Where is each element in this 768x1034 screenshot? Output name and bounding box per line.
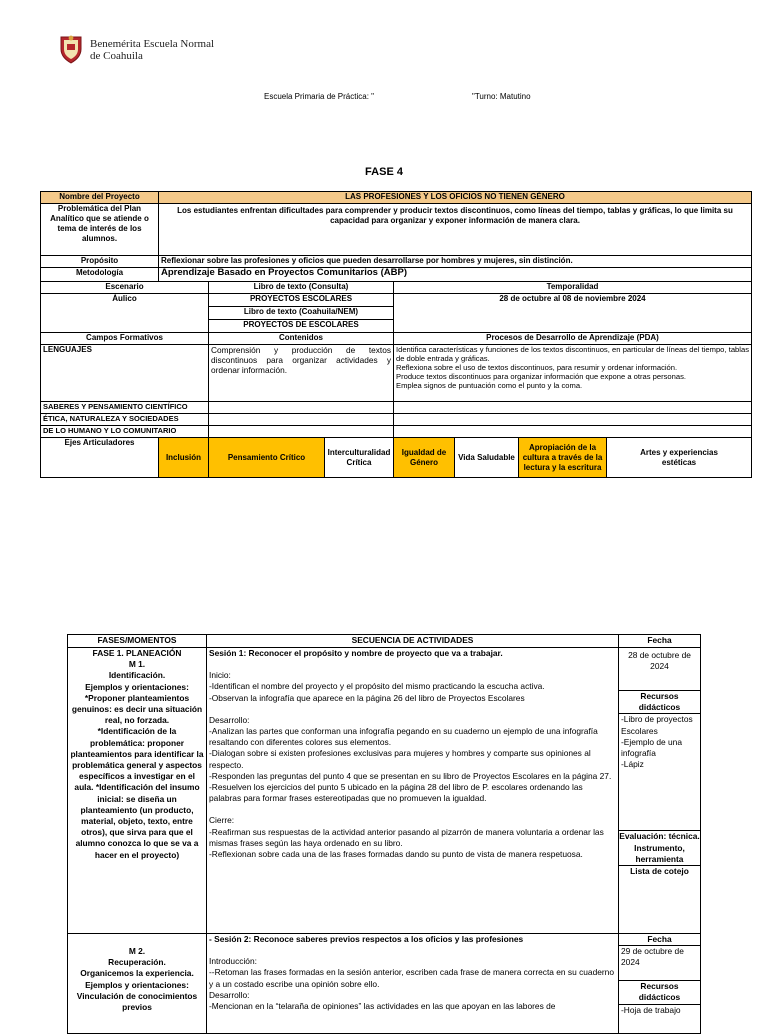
resource-item: -Libro de proyectos Escolares	[621, 714, 693, 736]
phase2-line: Organicemos la experiencia.	[80, 968, 194, 979]
row-lenguajes	[41, 345, 752, 402]
axis-pensamiento-critico: Pensamiento Crítico	[209, 438, 325, 478]
phase1-line: Ejemplos y orientaciones:	[85, 681, 189, 692]
row-etica	[41, 414, 752, 426]
date2: 29 de octubre de 2024	[619, 946, 700, 981]
field-etica: ÉTICA, NATURALEZA Y SOCIEDADES	[41, 414, 209, 426]
resources2-label: Recursos didácticos	[619, 981, 700, 1004]
col-date: Fecha	[619, 635, 701, 648]
textbook-value: PROYECTOS ESCOLARES	[209, 294, 394, 307]
session1-line: -Observan la infografía que aparece en la página 26 del libro de Proyectos Escolares	[209, 692, 525, 703]
row-method	[41, 268, 752, 282]
pda-item: Reflexiona sobre el uso de textos discontinuos, para resumir y ordenar información.	[396, 363, 678, 373]
phase-title: FASE 4	[365, 166, 403, 178]
scenario-value: Áulico	[41, 294, 209, 333]
resources-label: Recursos didácticos	[619, 691, 700, 714]
row-scenario-values	[41, 294, 752, 307]
content-humano	[209, 426, 394, 438]
resources2: -Hoja de trabajo	[621, 1004, 681, 1015]
session1-inicio: Inicio:	[209, 670, 231, 681]
name-label: Nombre del Proyecto	[41, 192, 159, 204]
time-label: Temporalidad	[394, 282, 752, 294]
field-saberes: SABERES Y PENSAMIENTO CIENTÍFICO	[41, 402, 209, 414]
row-fields-header	[41, 333, 752, 345]
axis-apropiacion: Apropiación de la cultura a través de la lectura y la escritura	[519, 438, 607, 478]
phase2-line: Vinculación de conocimientos previos	[76, 990, 198, 1013]
pda-item: Identifica características y funciones de los textos discontinuos, en particular de líneas del tiempo, tablas de doble entrada y gráficas.	[396, 345, 749, 364]
shift-label: "Turno: Matutino	[472, 92, 531, 101]
session1-line: -Analizan las partes que conforman una infografía pegando en su cuaderno un ejemplo de una infografía resaltando con diferentes colores sus elementos.	[209, 726, 598, 748]
phase1-line: *Identificación de la problemática: proponer planteamientos para identificar la problemática general y aspectos específicos a investigar en el aula. *Identificación del insumo inicial: se diseña un planteamiento (un producto, material, objeto, texto, entre otros), que sirva para que el alumno conozca lo que se va a hacer en el proyecto)	[70, 726, 204, 860]
phase1-cell	[68, 648, 207, 934]
session2-intro: Introducción:	[209, 956, 257, 967]
date1: 28 de octubre de 2024	[619, 648, 700, 691]
content-lenguajes: Comprensión y producción de textos discontinuos para organizar actividades y ordenar información.	[209, 345, 394, 402]
content-etica	[209, 414, 394, 426]
session1-line: -Responden las preguntas del punto 4 que se presentan en su libro de Proyectos Escolares en la página 27.	[209, 770, 612, 781]
pda-saberes	[394, 402, 752, 414]
purpose-label: Propósito	[41, 256, 159, 268]
axis-vida-saludable: Vida Saludable	[455, 438, 519, 478]
session2-title: - Sesión 2: Reconoce saberes previos respectos a los oficios y las profesiones	[209, 934, 524, 944]
seq-row-phase1	[68, 648, 701, 934]
time-value: 28 de octubre al 08 de noviembre 2024	[394, 294, 752, 333]
pda-lenguajes	[394, 345, 752, 402]
resources1	[619, 714, 700, 831]
session1-line: -Identifican el nombre del proyecto y el propósito del mismo practicando la escucha activa.	[209, 681, 545, 692]
institution-line2: de Coahuila	[90, 50, 143, 62]
session2-line: --Retoman las frases formadas en la sesión anterior, escriben cada frase de manera correcta en su cuaderno y a un costado escribe una opinión sobre ello.	[209, 967, 615, 989]
col-phases: FASES/MOMENTOS	[68, 635, 207, 648]
evaluation1: Lista de cotejo	[630, 866, 689, 877]
session2-desarrollo: Desarrollo:	[209, 989, 250, 1000]
pda-humano	[394, 426, 752, 438]
row-axes	[41, 438, 752, 478]
sequence-table	[67, 634, 701, 1034]
row-scenario-header	[41, 282, 752, 294]
method-label: Metodología	[41, 268, 159, 282]
phase1-line: *Proponer planteamientos genuinos: es decir una situación real, no forzada.	[71, 692, 203, 726]
phase2-line: Ejemplos y orientaciones:	[85, 979, 189, 990]
field-lenguajes: LENGUAJES	[41, 345, 209, 402]
fields-label: Campos Formativos	[41, 333, 209, 345]
session2-side	[619, 934, 701, 1034]
seq-header-row	[68, 635, 701, 648]
pda-label: Procesos de Desarrollo de Aprendizaje (PDA)	[394, 333, 752, 345]
row-purpose	[41, 256, 752, 268]
crest-icon	[58, 34, 84, 64]
axis-igualdad: Igualdad de Género	[394, 438, 455, 478]
evaluation-label: Evaluación: técnica. Instrumento, herramienta	[619, 831, 700, 866]
scenario-label: Escenario	[41, 282, 209, 294]
seq-row-phase2	[68, 934, 701, 1034]
phase1-line: M 1.	[128, 659, 146, 670]
textbook-label: Libro de texto (Consulta)	[209, 282, 394, 294]
session1-line: -Reflexionan sobre cada una de las frases formadas dando su punto de vista de manera respetuosa.	[209, 849, 583, 860]
problem-label: Problemática del Plan Analítico que se atiende o tema de interés de los alumnos.	[41, 204, 159, 256]
resource-item: -Lápiz	[621, 759, 644, 770]
session1-cell	[207, 648, 619, 934]
row-project-name	[41, 192, 752, 204]
project-table	[40, 191, 752, 478]
axis-interculturalidad: Interculturalidad Crítica	[325, 438, 394, 478]
session1-line: -Resuelven los ejercicios del punto 5 ubicado en la página 28 del libro de P. escolares ordenando las palabras para formar frases estereotipadas que no promueven la igualdad.	[209, 782, 583, 804]
date2-label: Fecha	[619, 934, 700, 946]
session2-line: -Mencionan en la “telaraña de opiniones” las actividades en las que apoyan en las labores de	[209, 1001, 556, 1012]
axis-inclusion: Inclusión	[159, 438, 209, 478]
session1-desarrollo: Desarrollo:	[209, 714, 250, 725]
pda-item: Emplea signos de puntuación como el punto y la coma.	[396, 381, 583, 391]
phase1-line: FASE 1. PLANEACIÓN	[92, 648, 182, 658]
content-saberes	[209, 402, 394, 414]
resource-item: -Ejemplo de una infografía	[621, 736, 682, 759]
phase2-cell	[68, 934, 207, 1034]
session1-line: -Dialogan sobre si existen profesiones exclusivas para mujeres y hombres y comparte sus opiniones al respecto.	[209, 748, 591, 770]
col-sequence: SECUENCIA DE ACTIVIDADES	[207, 635, 619, 648]
method-value: Aprendizaje Basado en Proyectos Comunitarios (ABP)	[159, 268, 752, 282]
phase1-line: Identificación.	[108, 670, 166, 681]
pda-etica	[394, 414, 752, 426]
school-label: Escuela Primaria de Práctica: "	[264, 92, 374, 101]
field-humano: DE LO HUMANO Y LO COMUNITARIO	[41, 426, 209, 438]
name-value: LAS PROFESIONES Y LOS OFICIOS NO TIENEN GÉNERO	[159, 192, 752, 204]
contents-label: Contenidos	[209, 333, 394, 345]
phase2-line: Recuperación.	[108, 957, 166, 968]
row-problem	[41, 204, 752, 256]
axes-label: Ejes Articuladores	[41, 438, 159, 478]
axis-artes: Artes y experiencias estéticas	[607, 438, 752, 478]
phase2-line: M 2.	[128, 946, 146, 956]
session1-side	[619, 648, 701, 934]
institution-name	[90, 38, 214, 62]
session2-cell	[207, 934, 619, 1034]
textbook2-value: PROYECTOS DE ESCOLARES	[209, 320, 394, 333]
pda-item: Produce textos discontinuos para organizar información que expone a otras personas.	[396, 372, 687, 382]
row-humano	[41, 426, 752, 438]
session1-cierre: Cierre:	[209, 815, 235, 826]
textbook2-label: Libro de texto (Coahuila/NEM)	[209, 307, 394, 320]
session1-line: -Reafirman sus respuestas de la actividad anterior pasando al pizarrón de manera voluntaria a ordenar las mismas frases según las haya ordenado en su libro.	[209, 826, 604, 848]
problem-value: Los estudiantes enfrentan dificultades para comprender y producir textos discontinuos, como líneas del tiempo, tablas y gráficas, lo que limita su capacidad para organizar y exponer información de manera clara.	[159, 204, 752, 256]
institution-line1: Benemérita Escuela Normal	[90, 38, 215, 50]
session1-title: Sesión 1: Reconocer el propósito y nombre de proyecto que va a trabajar.	[209, 648, 503, 658]
row-saberes	[41, 402, 752, 414]
purpose-value: Reflexionar sobre las profesiones y oficios que pueden desarrollarse por hombres y mujeres, sin distinción.	[159, 256, 752, 268]
